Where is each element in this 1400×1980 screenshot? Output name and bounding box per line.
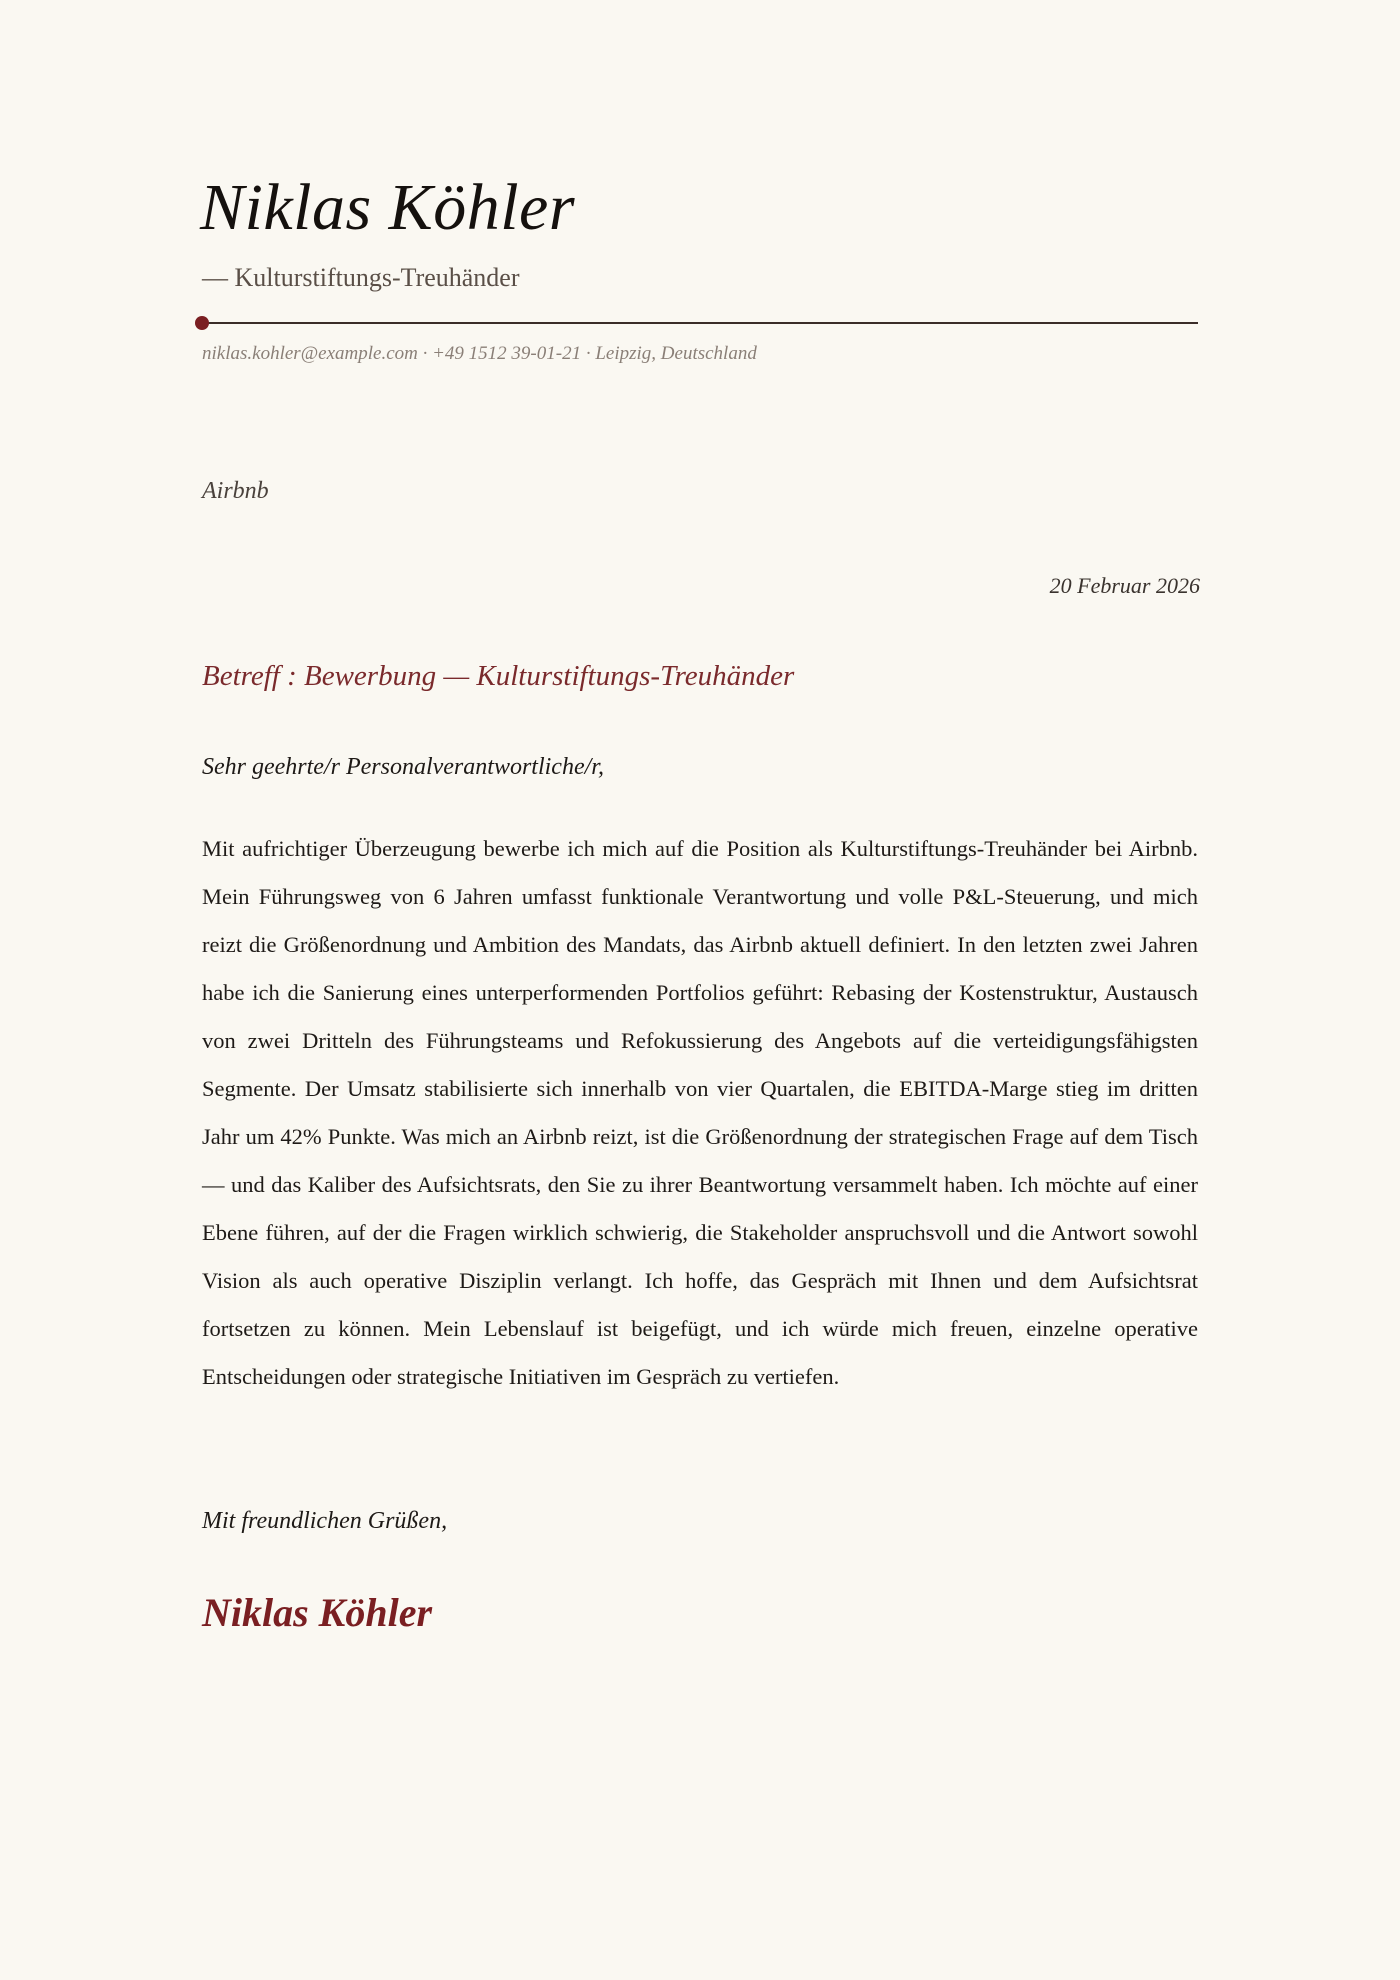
letter-body: Mit aufrichtiger Überzeugung bewerbe ich mich auf die Position als Kulturstiftungs-Treuhänder bei Airbnb. Mein Führungsweg von 6 Jahren umfasst funktionale Verantwortung und volle P&L-Steuerung, und mich reizt die Größenordnung und Ambition des Mandats, das Airbnb aktuell definiert. In den letzten zwei Jahren habe ich die Sanierung eines unterperformenden Portfolios geführt: Rebasing der Kostenstruktur, Austausch von zwei Dritteln des Führungsteams und Refokussierung des Angebots auf die verteidigungsfähigsten Segmente. Der Umsatz stabilisierte sich innerhalb von vier Quartalen, die EBITDA-Marge stieg im dritten Jahr um 42% Punkte. Was mich an Airbnb reizt, ist die Größenordnung der strategischen Frage auf dem Tisch — und das Kaliber des Aufsichtsrats, den Sie zu ihrer Beantwortung versammelt haben. Ich möchte auf einer Ebene führen, auf der die Fragen wirklich schwierig, die Stakeholder anspruchsvoll und die Antwort sowohl Vision als auch operative Disziplin verlangt. Ich hoffe, das Gespräch mit Ihnen und dem Aufsichtsrat fortsetzen zu können. Mein Lebenslauf ist beigefügt, und ich würde mich freuen, einzelne operative Entscheidungen oder strategische Initiativen im Gespräch zu vertiefen. bbox=[202, 836, 1198, 1389]
sender-name: Niklas Köhler bbox=[200, 171, 576, 244]
recipient: Airbnb bbox=[202, 478, 269, 504]
sender-title: — Kulturstiftungs-Treuhänder bbox=[202, 263, 520, 292]
contact-line: niklas.kohler@example.com · +49 1512 39-01-21 · Leipzig, Deutschland bbox=[202, 343, 757, 364]
salutation: Sehr geehrte/r Personalverantwortliche/r, bbox=[202, 754, 604, 780]
subject-line: Betreff : Bewerbung — Kulturstiftungs-Treuhänder bbox=[202, 660, 795, 692]
signature: Niklas Köhler bbox=[202, 1590, 433, 1635]
letter-date: 20 Februar 2026 bbox=[1049, 573, 1200, 598]
header-divider bbox=[202, 322, 1198, 324]
divider-dot-icon bbox=[195, 316, 209, 330]
closing: Mit freundlichen Grüßen, bbox=[202, 1508, 448, 1534]
